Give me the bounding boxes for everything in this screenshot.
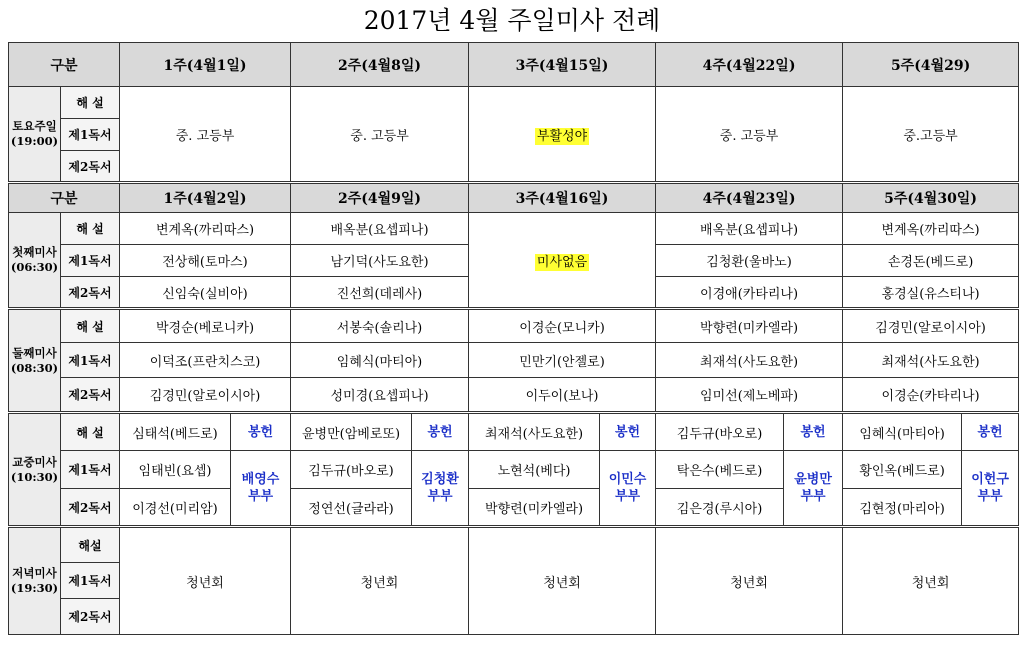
role-commentary: 해 설 bbox=[61, 87, 120, 119]
m3-w3-offering: 이민수 부부 bbox=[600, 451, 656, 527]
role-second-reading: 제2독서 bbox=[61, 599, 120, 635]
m3-w2-offering: 김청환 부부 bbox=[412, 451, 469, 527]
m3-w4-reading1: 탁은수(베드로) bbox=[656, 451, 784, 489]
role-second-reading: 제2독서 bbox=[61, 277, 120, 309]
m1-w5-commentary: 변계옥(까리따스) bbox=[843, 213, 1019, 245]
m3-w1-offering: 배영수 부부 bbox=[231, 451, 291, 527]
week-header-4: 4주(4월22일) bbox=[656, 43, 843, 87]
m3-w2-offering-label: 봉헌 bbox=[412, 413, 469, 451]
role-second-reading: 제2독서 bbox=[61, 489, 120, 527]
m3-w4-offering-label: 봉헌 bbox=[784, 413, 843, 451]
role-first-reading: 제1독서 bbox=[61, 451, 120, 489]
role-first-reading: 제1독서 bbox=[61, 563, 120, 599]
mass-label-saturday: 토요주일 (19:00) bbox=[9, 87, 61, 183]
m1-w4-reading2: 이경애(카타리나) bbox=[656, 277, 843, 309]
highlighted-text: 부활성야 bbox=[536, 128, 588, 144]
table-row bbox=[9, 378, 1019, 413]
sat-week1: 중. 고등부 bbox=[120, 87, 291, 183]
m3-w5-offering-label: 봉헌 bbox=[962, 413, 1019, 451]
week-header-5: 5주(4월29) bbox=[843, 43, 1019, 87]
m2-w2-reading1: 임혜식(마티아) bbox=[291, 343, 469, 378]
sat-week5: 중.고등부 bbox=[843, 87, 1019, 183]
m1-w3-no-mass bbox=[469, 213, 656, 309]
week-header-1: 1주(4월1일) bbox=[120, 43, 291, 87]
m3-w4-reading2: 김은경(루시아) bbox=[656, 489, 784, 527]
table-row bbox=[9, 343, 1019, 378]
m2-w5-reading1: 최재석(사도요한) bbox=[843, 343, 1019, 378]
m4-week3: 청년회 bbox=[469, 527, 656, 635]
m2-w3-commentary: 이경순(모니카) bbox=[469, 309, 656, 343]
week-header-2: 2주(4월9일) bbox=[291, 183, 469, 213]
m3-w3-reading1: 노현석(베다) bbox=[469, 451, 600, 489]
week-header-3: 3주(4월16일) bbox=[469, 183, 656, 213]
schedule-table bbox=[8, 42, 1019, 635]
table-row bbox=[9, 489, 1019, 527]
m3-w2-reading1: 김두규(바오로) bbox=[291, 451, 412, 489]
mass-label-first: 첫째미사 (06:30) bbox=[9, 213, 61, 309]
mass-label-main: 교중미사 (10:30) bbox=[9, 413, 61, 527]
m3-w4-commentary: 김두규(바오로) bbox=[656, 413, 784, 451]
week-header-2: 2주(4월8일) bbox=[291, 43, 469, 87]
m2-w5-commentary: 김경민(알로이시아) bbox=[843, 309, 1019, 343]
m3-w1-reading2: 이경선(미리암) bbox=[120, 489, 231, 527]
role-first-reading: 제1독서 bbox=[61, 119, 120, 151]
m1-w2-reading2: 진선희(데레사) bbox=[291, 277, 469, 309]
table-row bbox=[9, 413, 1019, 451]
role-second-reading: 제2독서 bbox=[61, 378, 120, 413]
m4-week1: 청년회 bbox=[120, 527, 291, 635]
m1-w1-reading2: 신임숙(실비아) bbox=[120, 277, 291, 309]
m1-w2-commentary: 배옥분(요셉피나) bbox=[291, 213, 469, 245]
m1-w2-reading1: 남기덕(사도요한) bbox=[291, 245, 469, 277]
week-header-3: 3주(4월15일) bbox=[469, 43, 656, 87]
table-row bbox=[9, 309, 1019, 343]
sat-week3 bbox=[469, 87, 656, 183]
m3-w1-reading1: 임태빈(요셉) bbox=[120, 451, 231, 489]
m1-w1-commentary: 변계옥(까리따스) bbox=[120, 213, 291, 245]
m3-w1-commentary: 심태석(베드로) bbox=[120, 413, 231, 451]
m3-w3-commentary: 최재석(사도요한) bbox=[469, 413, 600, 451]
m2-w2-commentary: 서봉숙(솔리나) bbox=[291, 309, 469, 343]
m2-w2-reading2: 성미경(요셉피나) bbox=[291, 378, 469, 413]
m3-w5-reading1: 황인옥(베드로) bbox=[843, 451, 962, 489]
m3-w5-reading2: 김현정(마리아) bbox=[843, 489, 962, 527]
m3-w5-offering: 이헌구 부부 bbox=[962, 451, 1019, 527]
m1-w4-commentary: 배옥분(요셉피나) bbox=[656, 213, 843, 245]
role-second-reading: 제2독서 bbox=[61, 151, 120, 183]
m3-w2-reading2: 정연선(글라라) bbox=[291, 489, 412, 527]
m3-w5-commentary: 임혜식(마티아) bbox=[843, 413, 962, 451]
m1-w5-reading1: 손경돈(베드로) bbox=[843, 245, 1019, 277]
m1-w1-reading1: 전상해(토마스) bbox=[120, 245, 291, 277]
m1-w5-reading2: 홍경실(유스티나) bbox=[843, 277, 1019, 309]
role-commentary: 해 설 bbox=[61, 413, 120, 451]
page-title: 2017년 4월 주일미사 전례 bbox=[363, 6, 661, 35]
role-commentary: 해 설 bbox=[61, 213, 120, 245]
sat-week4: 중. 고등부 bbox=[656, 87, 843, 183]
role-commentary: 해설 bbox=[61, 527, 120, 563]
week-header-1: 1주(4월2일) bbox=[120, 183, 291, 213]
role-first-reading: 제1독서 bbox=[61, 343, 120, 378]
m1-w4-reading1: 김청환(울바노) bbox=[656, 245, 843, 277]
m3-w4-offering: 윤병만 부부 bbox=[784, 451, 843, 527]
header-row-saturday bbox=[9, 43, 1019, 87]
m4-week4: 청년회 bbox=[656, 527, 843, 635]
m2-w1-commentary: 박경순(베로니카) bbox=[120, 309, 291, 343]
m2-w1-reading1: 이덕조(프란치스코) bbox=[120, 343, 291, 378]
header-label: 구분 bbox=[9, 183, 120, 213]
m4-week5: 청년회 bbox=[843, 527, 1019, 635]
m2-w4-reading2: 임미선(제노베파) bbox=[656, 378, 843, 413]
table-row bbox=[9, 87, 1019, 119]
m3-w3-reading2: 박향련(미카엘라) bbox=[469, 489, 600, 527]
mass-label-evening: 저녁미사 (19:30) bbox=[9, 527, 61, 635]
sat-week2: 중. 고등부 bbox=[291, 87, 469, 183]
m3-w1-offering-label: 봉헌 bbox=[231, 413, 291, 451]
m2-w3-reading1: 민만기(안젤로) bbox=[469, 343, 656, 378]
table-row bbox=[9, 213, 1019, 245]
m2-w4-commentary: 박향련(미카엘라) bbox=[656, 309, 843, 343]
table-row bbox=[9, 527, 1019, 563]
header-row-sunday bbox=[9, 183, 1019, 213]
role-commentary: 해 설 bbox=[61, 309, 120, 343]
m3-w2-commentary: 윤병만(암베로또) bbox=[291, 413, 412, 451]
m2-w3-reading2: 이두이(보나) bbox=[469, 378, 656, 413]
m3-w3-offering-label: 봉헌 bbox=[600, 413, 656, 451]
week-header-5: 5주(4월30일) bbox=[843, 183, 1019, 213]
m4-week2: 청년회 bbox=[291, 527, 469, 635]
week-header-4: 4주(4월23일) bbox=[656, 183, 843, 213]
role-first-reading: 제1독서 bbox=[61, 245, 120, 277]
table-row bbox=[9, 451, 1019, 489]
mass-label-second: 둘째미사 (08:30) bbox=[9, 309, 61, 413]
m2-w5-reading2: 이경순(카타리나) bbox=[843, 378, 1019, 413]
m2-w4-reading1: 최재석(사도요한) bbox=[656, 343, 843, 378]
m2-w1-reading2: 김경민(알로이시아) bbox=[120, 378, 291, 413]
highlighted-text: 미사없음 bbox=[536, 254, 588, 270]
header-label: 구분 bbox=[9, 43, 120, 87]
